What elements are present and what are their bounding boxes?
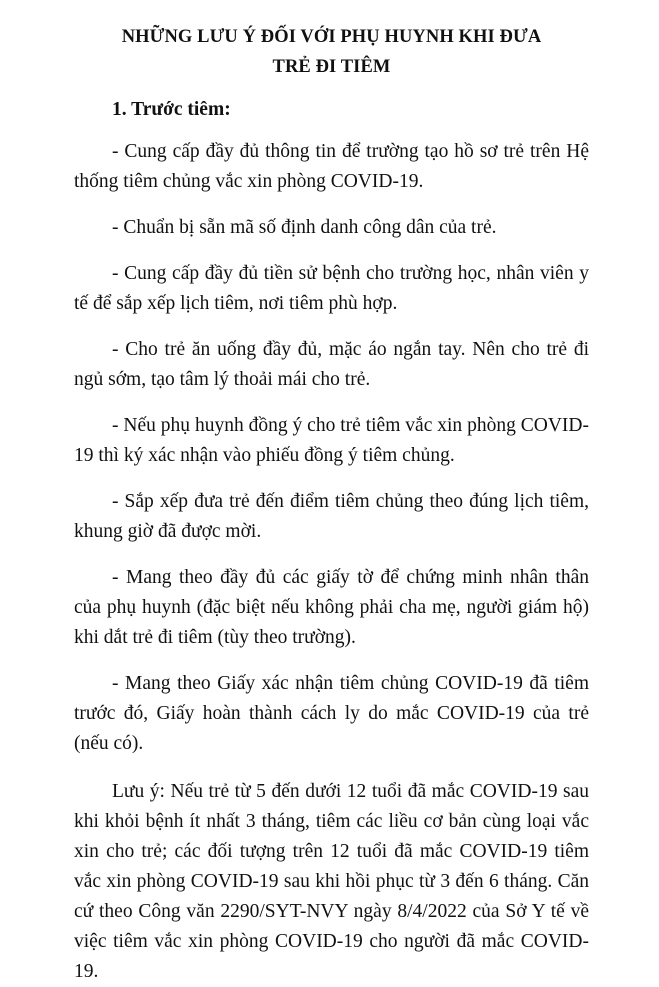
guideline-item-5: - Nếu phụ huynh đồng ý cho trẻ tiêm vắc xin phòng COVID-19 thì ký xác nhận vào phiếu đồng ý tiêm chủng. — [74, 415, 589, 466]
note-paragraph: Lưu ý: Nếu trẻ từ 5 đến dưới 12 tuổi đã mắc COVID-19 sau khi khỏi bệnh ít nhất 3 tháng, tiêm các liều cơ bản cùng loại vắc xin cho trẻ; các đối tượng trên 12 tuổi đã mắc COVID-19 tiêm vắc xin phòng COVID-19 sau khi hồi phục từ 3 đến 6 tháng. Căn cứ theo Công văn 2290/SYT-NVY ngày 8/4/2022 của Sở Y tế về việc tiêm vắc xin phòng COVID-19 cho người đã mắc COVID-19. — [74, 781, 589, 982]
guideline-item-2: - Chuẩn bị sẵn mã số định danh công dân của trẻ. — [112, 217, 497, 238]
document-title — [74, 22, 589, 82]
title-line-1: NHỮNG LƯU Ý ĐỐI VỚI PHỤ HUYNH KHI ĐƯA — [121, 27, 542, 47]
guideline-item-8: - Mang theo Giấy xác nhận tiêm chủng COVID-19 đã tiêm trước đó, Giấy hoàn thành cách ly do mắc COVID-19 của trẻ (nếu có). — [74, 673, 589, 754]
title-line-2: TRẺ ĐI TIÊM — [272, 57, 391, 77]
guideline-item-6: - Sắp xếp đưa trẻ đến điểm tiêm chủng theo đúng lịch tiêm, khung giờ đã được mời. — [74, 491, 589, 542]
guideline-item-4: - Cho trẻ ăn uống đầy đủ, mặc áo ngắn tay. Nên cho trẻ đi ngủ sớm, tạo tâm lý thoải mái cho trẻ. — [74, 339, 589, 390]
section-heading-before-vaccination: 1. Trước tiêm: — [112, 99, 231, 120]
guideline-item-3: - Cung cấp đầy đủ tiền sử bệnh cho trường học, nhân viên y tế để sắp xếp lịch tiêm, nơi tiêm phù hợp. — [74, 263, 589, 314]
guideline-item-7: - Mang theo đầy đủ các giấy tờ để chứng minh nhân thân của phụ huynh (đặc biệt nếu không phải cha mẹ, người giám hộ) khi dắt trẻ đi tiêm (tùy theo trường). — [74, 567, 589, 648]
guideline-item-1: - Cung cấp đầy đủ thông tin để trường tạo hồ sơ trẻ trên Hệ thống tiêm chủng vắc xin phòng COVID-19. — [74, 141, 589, 192]
